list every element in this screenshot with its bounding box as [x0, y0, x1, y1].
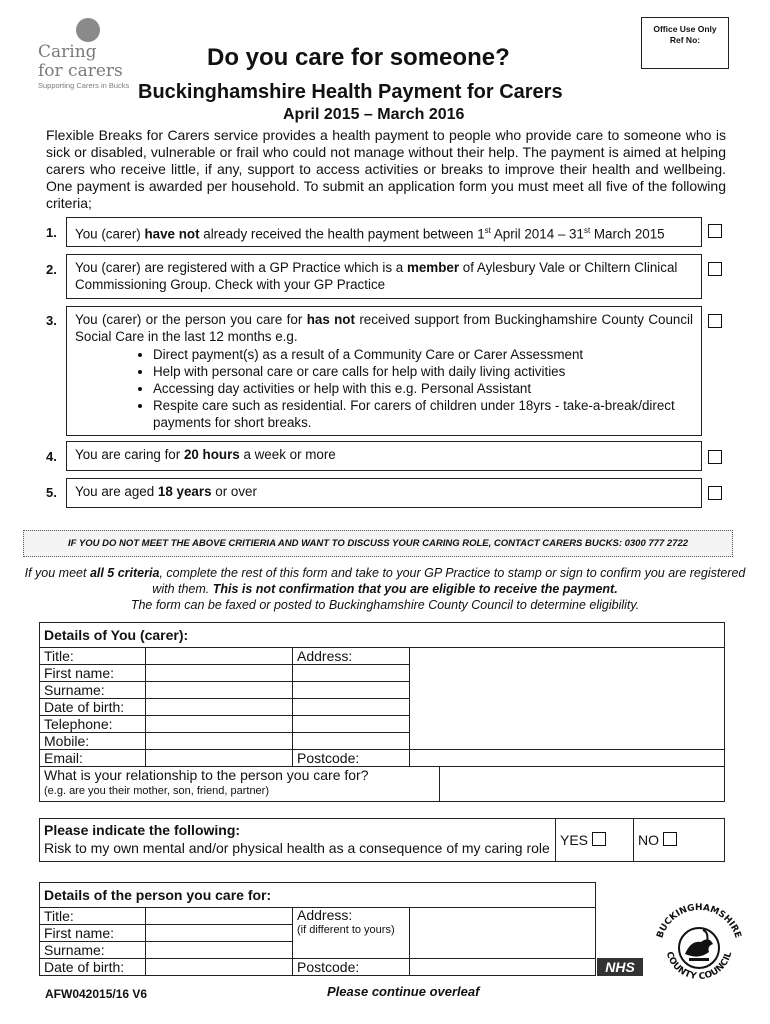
cf-address-label: Address: — [297, 907, 353, 923]
cf-surname-label: Surname: — [40, 942, 146, 959]
cf-address-cell — [293, 908, 410, 959]
text: a week or more — [239, 447, 336, 462]
text: The form can be faxed or posted to Buckinghamshire County Council to determine eligibility. — [130, 598, 640, 612]
form-code: AFW042015/16 V6 — [45, 987, 148, 1001]
text: You are aged — [75, 484, 158, 499]
emphasis: 18 years — [157, 484, 212, 499]
title-label: Title: — [40, 648, 146, 665]
cf-first-name-label: First name: — [40, 925, 146, 942]
yes-label: YES — [560, 832, 589, 848]
cf-postcode-input[interactable] — [410, 959, 596, 976]
criterion-4-checkbox[interactable] — [708, 450, 722, 464]
criterion-5-checkbox[interactable] — [708, 486, 722, 500]
risk-label: Risk to my own mental and/or physical health as a consequence of my caring role — [44, 840, 550, 856]
seal-top-path: BUCKINGHAMSHIRE — [655, 902, 743, 940]
office-use-box — [641, 17, 729, 69]
cared-for-table — [39, 882, 596, 976]
postcode-input[interactable] — [410, 750, 725, 767]
relationship-question — [40, 767, 440, 802]
caring-for-carers-logo — [36, 18, 146, 93]
text: March 2015 — [590, 226, 665, 242]
criterion-2 — [66, 254, 702, 299]
criterion-3-list — [75, 346, 693, 431]
risk-table — [39, 818, 725, 862]
text: or over — [211, 484, 257, 499]
criterion-3-number: 3. — [46, 313, 57, 328]
emphasis: has not — [306, 312, 355, 327]
list-item: • Respite care such as residential. For carers of children under 18yrs - take-a-break/direct payments for short breaks. — [153, 397, 693, 431]
cf-postcode-label: Postcode: — [293, 959, 410, 976]
first-name-label: First name: — [40, 665, 146, 682]
telephone-label: Telephone: — [40, 716, 146, 733]
criterion-1-number: 1. — [46, 225, 57, 240]
email-input[interactable] — [146, 750, 293, 767]
text: If you meet — [24, 566, 90, 580]
no-option[interactable] — [634, 819, 725, 862]
dob-label: Date of birth: — [40, 699, 146, 716]
relationship-input[interactable] — [440, 767, 725, 802]
text: received support from Buckinghamshire County Council Social Care in the last 12 months e.g. — [75, 312, 693, 344]
yes-checkbox[interactable] — [592, 832, 606, 846]
criterion-1 — [66, 217, 702, 247]
emphasis: 20 hours — [183, 447, 240, 462]
contact-banner: IF YOU DO NOT MEET THE ABOVE CRITIERIA AND WANT TO DISCUSS YOUR CARING ROLE, CONTACT CARERS BUCKS: 0300 777 2722 — [23, 530, 733, 557]
heart-icon — [76, 18, 100, 42]
cared-for-heading: Details of the person you care for: — [40, 883, 596, 908]
emphasis: This is not confirmation that you are eligible to receive the payment. — [212, 582, 618, 596]
list-item: • Accessing day activities or help with this e.g. Personal Assistant — [153, 380, 693, 397]
text: , complete the rest of this form and take to your GP Practice to stamp or sign to confirm you are registered with them. — [152, 566, 746, 596]
cf-dob-label: Date of birth: — [40, 959, 146, 976]
nhs-logo: NHS — [597, 958, 643, 976]
criterion-4 — [66, 441, 702, 471]
text: of Aylesbury Vale or Chiltern Clinical Commissioning Group. Check with your GP Practice — [75, 260, 678, 292]
text: You are caring for — [75, 447, 184, 462]
first-name-input[interactable] — [146, 665, 293, 682]
page-title: Do you care for someone? — [207, 44, 510, 71]
criterion-2-checkbox[interactable] — [708, 262, 722, 276]
address-line[interactable] — [293, 699, 410, 716]
office-use-label: Office Use Only — [653, 24, 717, 34]
criterion-3-checkbox[interactable] — [708, 314, 722, 328]
logo-line2: for carers — [38, 61, 123, 81]
criterion-3 — [66, 306, 702, 436]
emphasis: all 5 criteria — [89, 566, 160, 580]
mobile-input[interactable] — [146, 733, 293, 750]
mobile-label: Mobile: — [40, 733, 146, 750]
seal-bottom-path: COUNTY COUNCIL — [663, 950, 735, 983]
cf-first-name-input[interactable] — [146, 925, 293, 942]
address-line[interactable] — [293, 733, 410, 750]
text: April 2014 – 31 — [490, 226, 584, 242]
criterion-1-checkbox[interactable] — [708, 224, 722, 238]
logo-line1: Caring — [38, 42, 97, 62]
email-label: Email: — [40, 750, 146, 767]
text: You (carer) are registered with a GP Practice which is a — [75, 260, 407, 275]
address-line[interactable] — [293, 682, 410, 699]
seal-bar — [689, 958, 709, 961]
superscript: st — [484, 226, 491, 235]
relationship-hint: (e.g. are you their mother, son, friend, partner) — [44, 785, 270, 797]
cf-dob-input[interactable] — [146, 959, 293, 976]
risk-heading: Please indicate the following: — [44, 822, 241, 838]
address-input[interactable] — [410, 648, 725, 750]
criterion-5-number: 5. — [46, 485, 57, 500]
criterion-2-number: 2. — [46, 262, 57, 277]
logo-tagline: Supporting Carers in Bucks — [38, 81, 130, 90]
criterion-3-text — [75, 311, 693, 345]
instructions — [20, 565, 750, 613]
no-label: NO — [638, 832, 659, 848]
cf-address-input[interactable] — [410, 908, 596, 959]
ref-no-label: Ref No: — [669, 35, 701, 45]
text: already received the health payment between 1 — [199, 226, 485, 242]
date-range: April 2015 – March 2016 — [283, 106, 465, 123]
address-line[interactable] — [293, 665, 410, 682]
text: You (carer) — [75, 226, 145, 242]
page-subtitle: Buckinghamshire Health Payment for Carers — [138, 81, 563, 103]
no-checkbox[interactable] — [663, 832, 677, 846]
carer-details-table — [39, 622, 725, 802]
relationship-label: What is your relationship to the person you care for? — [44, 767, 369, 783]
criterion-5 — [66, 478, 702, 508]
address-label: Address: — [293, 648, 410, 665]
intro-paragraph: Flexible Breaks for Carers service provides a health payment to people who provide care to someone who is sick or disabled, vulnerable or frail who could not manage without their help. The payment is aimed at helping carers who receive little, if any, support to access activities or breaks to improve their health and wellbeing. One payment is awarded per household. To submit an application form you must meet all five of the following criteria; — [46, 127, 726, 211]
dob-input[interactable] — [146, 699, 293, 716]
cf-address-hint: (if different to yours) — [297, 924, 395, 936]
carer-details-heading: Details of You (carer): — [40, 623, 725, 648]
list-item: • Help with personal care or care calls for help with daily living activities — [153, 363, 693, 380]
emphasis: member — [406, 260, 460, 275]
cf-title-input[interactable] — [146, 908, 293, 925]
county-council-seal — [651, 896, 747, 992]
continue-overleaf: Please continue overleaf — [327, 984, 480, 999]
surname-label: Surname: — [40, 682, 146, 699]
cf-title-label: Title: — [40, 908, 146, 925]
address-line[interactable] — [293, 716, 410, 733]
title-input[interactable] — [146, 648, 293, 665]
text: You (carer) or the person you care for — [75, 312, 307, 327]
yes-option[interactable] — [556, 819, 634, 862]
criterion-4-number: 4. — [46, 449, 57, 464]
surname-input[interactable] — [146, 682, 293, 699]
superscript: st — [583, 226, 591, 235]
list-item: • Direct payment(s) as a result of a Community Care or Carer Assessment — [153, 346, 693, 363]
postcode-label: Postcode: — [293, 750, 410, 767]
emphasis: have not — [144, 226, 200, 242]
cf-surname-input[interactable] — [146, 942, 293, 959]
telephone-input[interactable] — [146, 716, 293, 733]
risk-question — [40, 819, 556, 862]
